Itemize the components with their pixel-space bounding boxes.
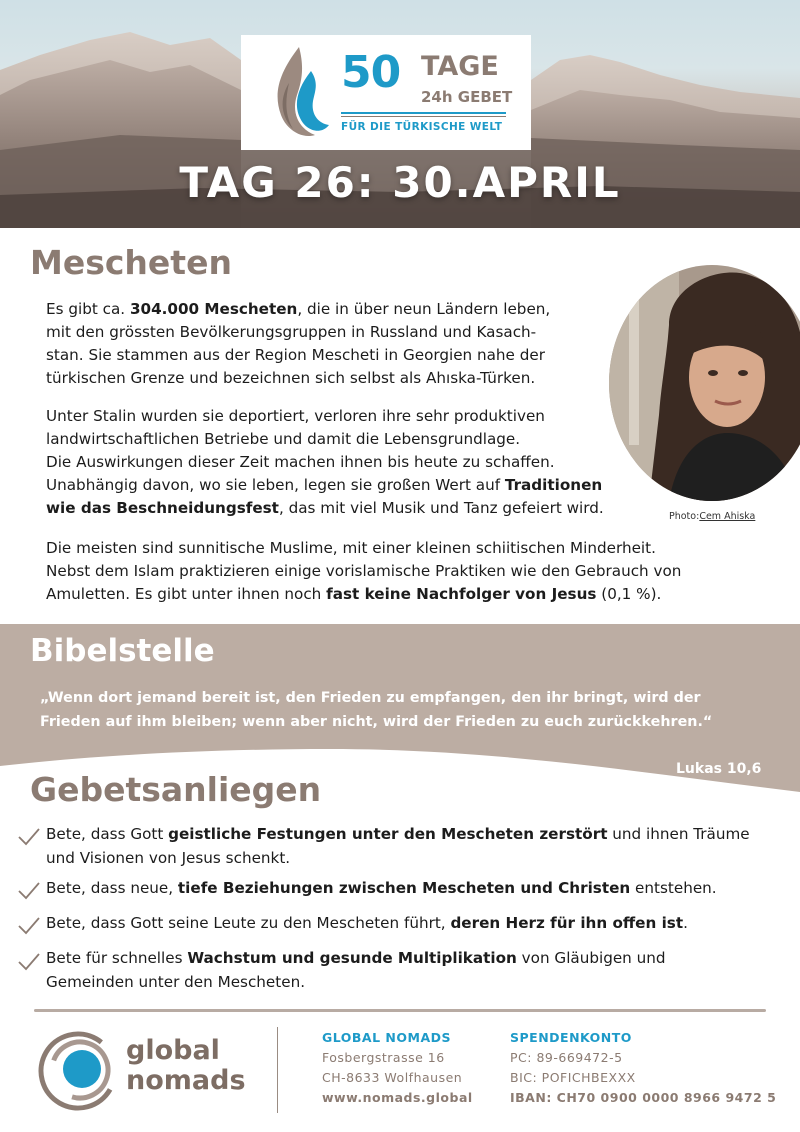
prayer-item: [46, 946, 786, 994]
text-run: entstehen.: [630, 879, 717, 897]
text-run: Bete, dass Gott: [46, 825, 169, 843]
header-banner: [0, 0, 800, 228]
wordmark-line: nomads: [126, 1065, 246, 1096]
text-bold: Wachstum und gesunde Multiplikation: [187, 949, 517, 967]
text-line: [46, 298, 550, 321]
logo-tagline: FÜR DIE TÜRKISCHE WELT: [341, 121, 503, 133]
text-run: von Gläubigen und: [516, 949, 666, 967]
text-run: Es gibt ca.: [46, 300, 130, 318]
global-nomads-logo-icon: [38, 1031, 118, 1111]
org-heading: GLOBAL NOMADS: [322, 1030, 452, 1045]
checkmark-icon: [18, 882, 40, 900]
text-run: Amuletten. Es gibt unter ihnen noch: [46, 585, 327, 603]
text-line: [46, 876, 786, 900]
section-title-people: Mescheten: [30, 243, 232, 282]
photo-credit: [669, 511, 755, 522]
global-nomads-wordmark: [126, 1036, 246, 1096]
text-line: Nebst dem Islam praktizieren einige vorislamische Praktiken wie den Gebrauch von: [46, 562, 682, 580]
checkmark-icon: [18, 828, 40, 846]
verse-reference: Lukas 10,6: [676, 761, 762, 777]
text-bold: wie das Beschneidungsfest: [46, 499, 279, 517]
bank-heading: SPENDENKONTO: [510, 1030, 632, 1045]
text-line: und Visionen von Jesus schenkt.: [46, 849, 291, 867]
text-bold: deren Herz für ihn offen ist: [450, 914, 684, 932]
paragraph-religion: [46, 537, 681, 606]
org-street: Fosbergstrasse 16: [322, 1050, 445, 1065]
text-line: [46, 822, 786, 846]
event-logo: [241, 35, 531, 150]
prayer-item: [46, 822, 786, 870]
text-bold: geistliche Festungen unter den Mescheten zerstört: [168, 825, 608, 843]
text-line: Unter Stalin wurden sie deportiert, verloren ihre sehr produktiven: [46, 407, 545, 425]
text-run: Bete, dass Gott seine Leute zu den Mescheten führt,: [46, 914, 451, 932]
org-website-link[interactable]: www.nomads.global: [322, 1090, 473, 1105]
section-title-bible: Bibelstelle: [30, 633, 215, 669]
bank-pc: PC: 89-669472-5: [510, 1050, 623, 1065]
org-city: CH-8633 Wolfhausen: [322, 1070, 463, 1085]
text-line: mit den grössten Bevölkerungsgruppen in Russland und Kasach-: [46, 323, 537, 341]
footer-vertical-divider: [277, 1027, 278, 1113]
text-bold: 304.000 Mescheten: [129, 300, 298, 318]
logo-number: 50: [341, 47, 401, 98]
footer-divider: [34, 1009, 766, 1012]
text-line: türkischen Grenze und bezeichnen sich selbst als Ahıska-Türken.: [46, 369, 536, 387]
text-run: Bete, dass neue,: [46, 879, 178, 897]
logo-word: TAGE: [421, 51, 499, 82]
verse-line: Frieden auf ihm bleiben; wenn aber nicht, wird der Frieden zu euch zurückkehren.“: [40, 714, 713, 730]
logo-divider-secondary: [341, 116, 506, 117]
text-run: und ihnen Träume: [607, 825, 750, 843]
bible-verse: [40, 686, 780, 734]
checkmark-icon: [18, 917, 40, 935]
photo-credit-link[interactable]: Cem Ahiska: [699, 511, 756, 522]
text-line: landwirtschaftlichen Betriebe und damit die Lebensgrundlage.: [46, 430, 521, 448]
text-line: [46, 911, 786, 935]
prayer-item: [46, 876, 786, 900]
text-bold: Traditionen: [504, 476, 603, 494]
checkmark-icon: [18, 953, 40, 971]
logo-divider: [341, 112, 506, 114]
verse-line: „Wenn dort jemand bereit ist, den Frieden zu empfangen, den ihr bringt, wird der: [40, 690, 701, 706]
text-line: stan. Sie stammen aus der Region Mescheti in Georgien nahe der: [46, 346, 545, 364]
page-title: TAG 26: 30.APRIL: [179, 158, 621, 207]
paragraph-intro: [46, 298, 550, 390]
text-line: Die meisten sind sunnitische Muslime, mit einer kleinen schiitischen Minderheit.: [46, 539, 656, 557]
bank-iban: IBAN: CH70 0900 0000 8966 9472 5: [510, 1090, 777, 1105]
text-run: (0,1 %).: [596, 585, 662, 603]
text-run: .: [683, 914, 688, 932]
text-bold: fast keine Nachfolger von Jesus: [326, 585, 597, 603]
text-line: [46, 497, 604, 520]
flame-icon: [259, 43, 339, 143]
text-bold: tiefe Beziehungen zwischen Mescheten und Christen: [177, 879, 631, 897]
text-run: Unabhängig davon, wo sie leben, legen sie großen Wert auf: [46, 476, 505, 494]
text-line: Die Auswirkungen dieser Zeit machen ihnen bis heute zu schaffen.: [46, 453, 555, 471]
logo-sub: 24h GEBET: [421, 88, 513, 106]
photo-credit-label: Photo:: [669, 511, 700, 522]
text-line: [46, 474, 604, 497]
bank-bic: BIC: POFICHBEXXX: [510, 1070, 636, 1085]
portrait-illustration: [609, 265, 800, 501]
text-line: [46, 946, 786, 970]
section-title-prayer: Gebetsanliegen: [30, 770, 322, 809]
text-run: , die in über neun Ländern leben,: [297, 300, 551, 318]
text-run: , das mit viel Musik und Tanz gefeiert wird.: [278, 499, 604, 517]
paragraph-history: [46, 405, 604, 520]
prayer-item: [46, 911, 786, 935]
text-line: Gemeinden unter den Mescheten.: [46, 973, 306, 991]
portrait-photo: [609, 265, 800, 501]
text-line: [46, 583, 681, 606]
text-run: Bete für schnelles: [46, 949, 188, 967]
wordmark-line: global: [126, 1035, 220, 1066]
